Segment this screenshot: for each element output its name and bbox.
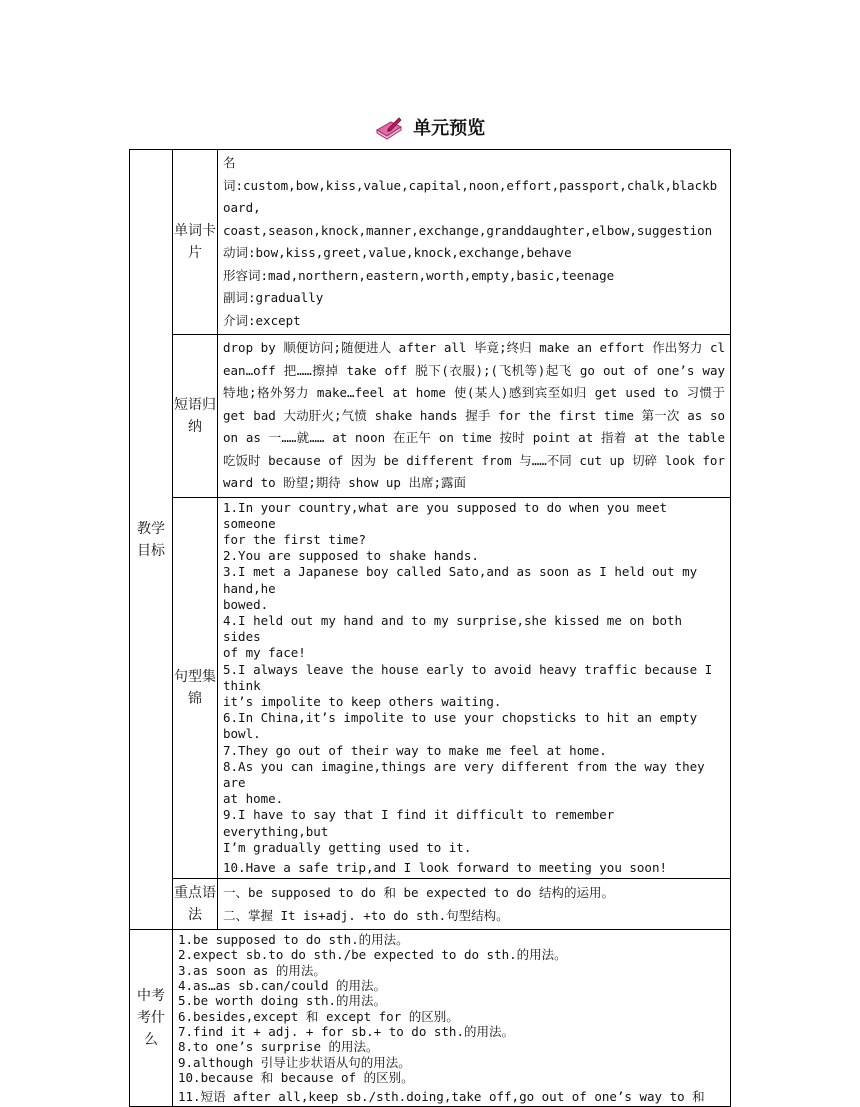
exam-line: 2.expect sb.to do sth./be expected to do sth.的用法。 bbox=[178, 947, 567, 963]
sentence-line: 1.In your country,what are you supposed to do when you meet someone bbox=[223, 499, 668, 531]
objectives-label: 教学目标 bbox=[130, 150, 173, 930]
exam-line: 10.because 和 because of 的区别。 bbox=[178, 1069, 414, 1085]
sentence-line: for the first time? bbox=[223, 531, 366, 547]
sentence-line: of my face! bbox=[223, 645, 306, 661]
vocab-line: coast,season,knock,manner,exchange,granddaughter,elbow,suggestion bbox=[223, 222, 713, 238]
exam-line: 8.to one’s surprise 的用法。 bbox=[178, 1039, 379, 1055]
vocab-label: 单词卡片 bbox=[173, 150, 218, 335]
page-title-text: 单元预览 bbox=[413, 118, 486, 139]
sentence-line: 5.I always leave the house early to avoid heavy traffic because I think bbox=[223, 661, 713, 693]
sentence-line: 2.You are supposed to shake hands. bbox=[223, 548, 479, 564]
exam-line: 6.besides,except 和 except for 的区别。 bbox=[178, 1008, 459, 1024]
grammar-content bbox=[218, 879, 731, 930]
exam-line: 1.be supposed to do sth.的用法。 bbox=[178, 932, 409, 948]
grammar-line: 一、be supposed to do 和 be expected to do 结构的运用。 bbox=[223, 885, 614, 901]
vocab-line: 词:custom,bow,kiss,value,capital,noon,effort,passport,chalk,blackb bbox=[223, 177, 718, 193]
exam-line: 3.as soon as 的用法。 bbox=[178, 962, 326, 978]
vocab-line: 介词:except bbox=[223, 312, 301, 328]
unit-preview-table bbox=[129, 149, 731, 1107]
grammar-label: 重点语法 bbox=[173, 879, 218, 930]
vocab-content bbox=[218, 150, 731, 335]
sentence-line: I’m gradually getting used to it. bbox=[223, 839, 472, 855]
vocab-line: 名 bbox=[223, 155, 236, 170]
exam-label: 中考考什么 bbox=[130, 930, 173, 1107]
sentence-line: 10.Have a safe trip,and I look forward to meeting you soon! bbox=[223, 859, 668, 875]
exam-content bbox=[173, 930, 731, 1107]
sentence-line: 7.They go out of their way to make me feel at home. bbox=[223, 742, 607, 758]
sentence-line: 3.I met a Japanese boy called Sato,and as soon as I held out my hand,he bbox=[223, 564, 698, 596]
sentence-line: at home. bbox=[223, 791, 284, 807]
phrases-content: drop by 顺便访问;随便进人 after all 毕竟;终归 make an effort 作出努力 clean…off 把……擦掉 take off 脱下(衣服);(飞机等)起飞 go out of one’s way 特地;格外努力 make…feel at home 使(某人)感到宾至如归 get used to 习惯于 get bad 大动肝火;气愤 shake hands 握手 for the first time 第一次 as soon as 一……就…… at noon 在正午 on time 按时 point at 指着 at the table 吃饭时 because of 因为 be different from 与……不同 cut up 切碎 look forward to 盼望;期待 show up 出席;露面 bbox=[218, 335, 731, 498]
sentences-label: 句型集锦 bbox=[173, 497, 218, 879]
sentence-line: 6.In China,it’s impolite to use your chopsticks to hit an empty bowl. bbox=[223, 710, 698, 742]
sentence-line: 8.As you can imagine,things are very different from the way they are bbox=[223, 758, 705, 790]
vocab-line: 动词:bow,kiss,greet,value,knock,exchange,behave bbox=[223, 245, 572, 260]
book-pen-icon bbox=[375, 116, 403, 140]
exam-line: 11.短语 after all,keep sb./sth.doing,take off,go out of one’s way to 和 bbox=[178, 1089, 705, 1105]
exam-line: 7.find it + adj. + for sb.+ to do sth.的用法。 bbox=[178, 1023, 514, 1039]
vocab-line: oard, bbox=[223, 200, 261, 215]
vocab-line: 形容词:mad,northern,eastern,worth,empty,basic,teenage bbox=[223, 267, 615, 283]
sentence-line: 9.I have to say that I find it difficult to remember everything,but bbox=[223, 807, 615, 839]
sentence-line: it’s impolite to keep others waiting. bbox=[223, 693, 502, 709]
sentence-line: 4.I held out my hand and to my surprise,she kissed me on both sides bbox=[223, 612, 683, 645]
sentence-line: bowed. bbox=[223, 596, 269, 612]
exam-line: 4.as…as sb.can/could 的用法。 bbox=[178, 978, 387, 994]
vocab-line: 副词:gradually bbox=[223, 290, 324, 305]
exam-line: 9.although 引导让步状语从句的用法。 bbox=[178, 1054, 411, 1070]
page-title bbox=[0, 114, 860, 140]
phrases-label: 短语归纳 bbox=[173, 335, 218, 498]
sentences-content bbox=[218, 497, 731, 879]
grammar-line: 二、掌握 It is+adj. +to do sth.句型结构。 bbox=[223, 908, 509, 924]
exam-line: 5.be worth doing sth.的用法。 bbox=[178, 993, 387, 1009]
